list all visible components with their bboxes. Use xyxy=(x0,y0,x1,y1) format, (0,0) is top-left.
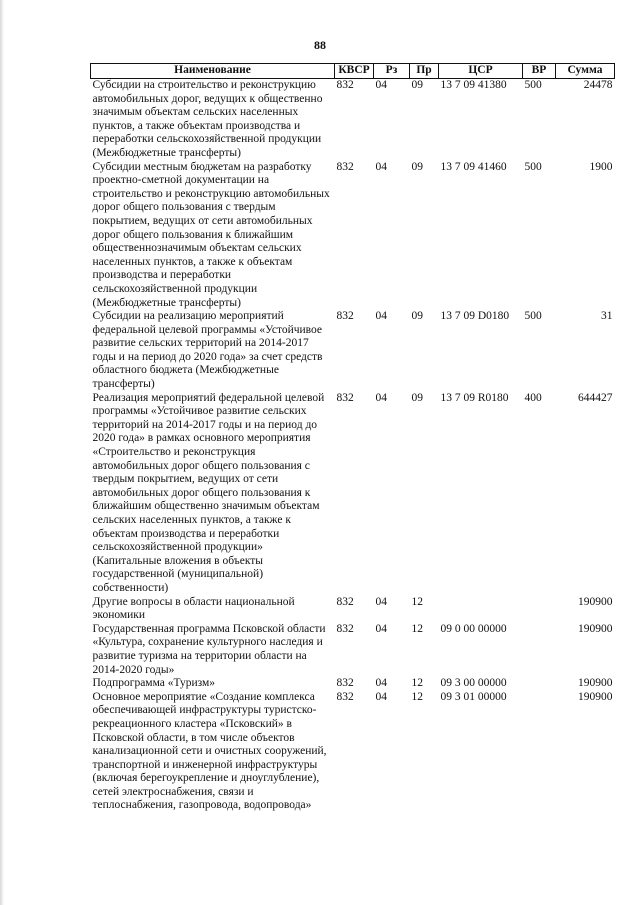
row-pr: 09 xyxy=(411,310,423,323)
row-sum: 190900 xyxy=(578,622,613,635)
table-row xyxy=(91,161,615,311)
table-row xyxy=(91,596,615,623)
page-scan-edge xyxy=(0,0,4,905)
table-row xyxy=(91,392,615,596)
budget-table xyxy=(90,63,615,813)
row-pr: 09 xyxy=(411,391,423,404)
row-name: Реализация мероприятий федеральной целевой программы «Устойчивое развитие сельских территорий на 2014-2017 годы и на период до 2020 года» в рамках основного мероприятия «Строительство и реконструкция автомобильных дорог общего пользования с твердым покрытием, ведущих от сети автомобильных дорог общего пользования к ближайшим общественно значимым объектам сельских населенных пунктов, а также к объектам производства и переработки сельскохозяйственной продукции» (Капитальные вложения в объекты государственной (муниципальной) собственности) xyxy=(92,391,325,594)
row-rz: 04 xyxy=(375,391,387,404)
row-sum: 190900 xyxy=(578,677,613,690)
row-csr: 13 7 09 41460 xyxy=(440,160,507,173)
table-row xyxy=(91,310,615,392)
row-csr: 09 3 01 00000 xyxy=(440,690,507,703)
row-csr: 13 7 09 D0180 xyxy=(440,310,510,323)
row-sum: 24478 xyxy=(583,79,613,91)
row-csr: 09 0 00 00000 xyxy=(440,622,507,635)
row-vr xyxy=(523,596,556,623)
row-csr: 13 7 09 41380 xyxy=(440,79,507,91)
row-csr: 13 7 09 R0180 xyxy=(440,391,509,404)
row-name: Другие вопросы в области национальной экономики xyxy=(92,595,295,622)
row-vr xyxy=(523,677,556,691)
row-pr: 09 xyxy=(411,160,423,173)
row-name: Государственная программа Псковской области «Культура, сохранение культурного наследия и развитие туризма на территории области на 2014-2020 годы» xyxy=(92,622,326,676)
row-name: Субсидии на реализацию мероприятий федеральной целевой программы «Устойчивое развитие сельских территорий на 2014-2017 годы и на период до 2020 года» за счет средств областного бюджета (Межбюджетные трансферты) xyxy=(92,310,323,391)
row-kvsr: 832 xyxy=(336,595,354,608)
row-sum: 1900 xyxy=(589,160,613,173)
table-row xyxy=(91,691,615,813)
row-name: Субсидии на строительство и реконструкцию автомобильных дорог, ведущих к общественно значимым объектам сельских населенных пунктов, а также объектам производства и переработки сельскохозяйственной продукции (Межбюджетные трансферты) xyxy=(92,79,323,159)
row-vr: 500 xyxy=(524,79,542,91)
header-vr: ВР xyxy=(523,64,556,79)
row-csr xyxy=(439,596,523,623)
row-csr: 09 3 00 00000 xyxy=(440,677,507,690)
row-rz: 04 xyxy=(375,690,387,703)
table-row xyxy=(91,623,615,677)
page-number: 88 xyxy=(314,38,326,52)
row-vr: 500 xyxy=(524,310,542,323)
row-rz: 04 xyxy=(375,595,387,608)
row-pr: 12 xyxy=(411,677,423,690)
row-kvsr: 832 xyxy=(336,677,354,690)
row-pr: 12 xyxy=(411,690,423,703)
row-pr: 12 xyxy=(411,595,423,608)
row-rz: 04 xyxy=(375,79,387,91)
row-sum: 190900 xyxy=(578,595,613,608)
row-name: Подпрограмма «Туризм» xyxy=(92,677,216,690)
header-kvsr: КВСР xyxy=(335,64,374,79)
row-vr: 400 xyxy=(524,391,542,404)
table-row xyxy=(91,79,615,161)
header-csr: ЦСР xyxy=(439,64,523,79)
row-name: Основное мероприятие «Создание комплекса обеспечивающей инфраструктуры туристско-рекреационного кластера «Псковский» в Псковской области, в том числе объектов канализационной сети и очистных сооружений, транспортной и инженерной инфраструктуры (включая берегоукрепление и дноуглубление), сетей электроснабжения, связи и теплоснабжения, газопровода, водопровода» xyxy=(92,690,327,812)
row-vr: 500 xyxy=(524,160,542,173)
row-sum: 190900 xyxy=(578,690,613,703)
row-rz: 04 xyxy=(375,677,387,690)
table-header-row xyxy=(91,64,615,79)
row-vr xyxy=(523,691,556,813)
row-sum: 644427 xyxy=(578,391,613,404)
row-rz: 04 xyxy=(375,622,387,635)
row-kvsr: 832 xyxy=(336,310,354,323)
table-row xyxy=(91,677,615,691)
row-kvsr: 832 xyxy=(336,622,354,635)
header-rz: Рз xyxy=(374,64,410,79)
row-pr: 09 xyxy=(411,79,423,91)
row-name: Субсидии местным бюджетам на разработку проектно-сметной документации на строительство и реконструкцию автомобильных дорог общего пользования с твердым покрытием, ведущих от сети автомобильных дорог общего пользования к ближайшим общественнозначимым объектам сельских населенных пунктов, а также к объектам производства и переработки сельскохозяйственной продукции (Межбюджетные трансферты) xyxy=(92,160,330,309)
row-rz: 04 xyxy=(375,310,387,323)
header-pr: Пр xyxy=(410,64,439,79)
row-rz: 04 xyxy=(375,160,387,173)
row-kvsr: 832 xyxy=(336,79,354,91)
header-name: Наименование xyxy=(91,64,335,79)
row-kvsr: 832 xyxy=(336,690,354,703)
header-sum: Сумма xyxy=(556,64,615,79)
row-pr: 12 xyxy=(411,622,423,635)
row-sum: 31 xyxy=(601,310,613,323)
row-kvsr: 832 xyxy=(336,160,354,173)
row-kvsr: 832 xyxy=(336,391,354,404)
row-vr xyxy=(523,623,556,677)
